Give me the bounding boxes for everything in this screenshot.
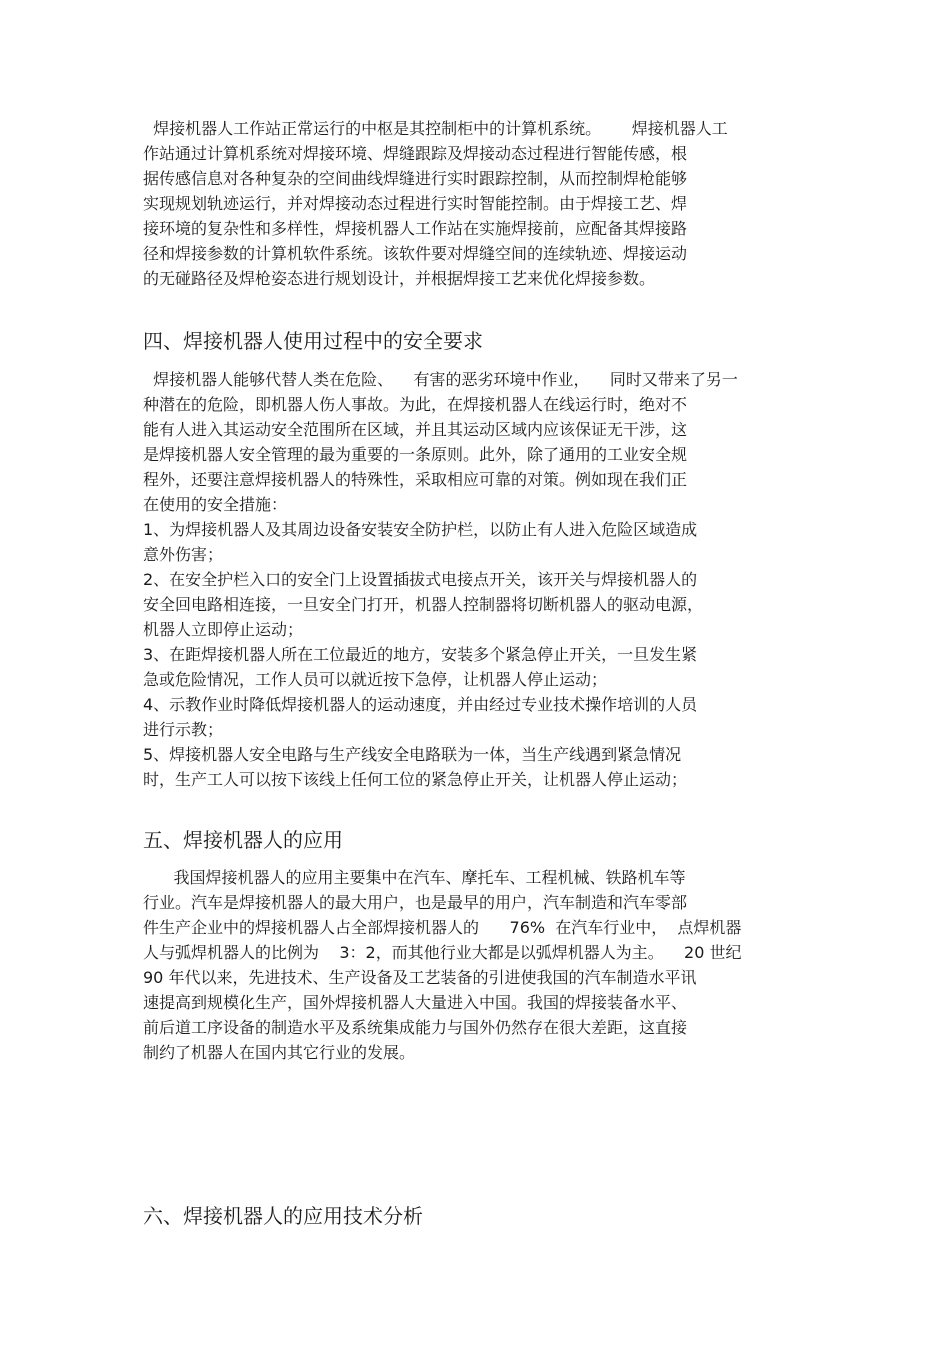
text-line: 前后道工序设备的制造水平及系统集成能力与国外仍然存在很大差距，这直接 xyxy=(143,1018,688,1037)
text-line: 件生产企业中的焊接机器人占全部焊接机器人的 76% 在汽车行业中， 点焊机器 xyxy=(143,918,742,937)
list-item: 时，生产工人可以按下该线上任何工位的紧急停止开关，让机器人停止运动； xyxy=(143,770,688,789)
list-item: 4、示教作业时降低焊接机器人的运动速度，并由经过专业技术操作培训的人员 xyxy=(143,695,698,714)
text-line: 的无碰路径及焊枪姿态进行规划设计，并根据焊接工艺来优化焊接参数。 xyxy=(143,269,656,288)
list-item: 3、在距焊接机器人所在工位最近的地方，安装多个紧急停止开关，一旦发生紧 xyxy=(143,645,698,664)
list-item: 急或危险情况，工作人员可以就近按下急停，让机器人停止运动； xyxy=(143,670,608,689)
section-heading-technology: 六、焊接机器人的应用技术分析 xyxy=(143,1204,423,1228)
text-line: 程外，还要注意焊接机器人的特殊性，采取相应可靠的对策。例如现在我们正 xyxy=(143,470,688,489)
section-heading-application: 五、焊接机器人的应用 xyxy=(143,828,343,852)
list-item: 机器人立即停止运动； xyxy=(143,620,304,639)
text-line: 接环境的复杂性和多样性，焊接机器人工作站在实施焊接前，应配备其焊接路 xyxy=(143,219,688,238)
text-line: 是焊接机器人安全管理的最为重要的一条原则。此外，除了通用的工业安全规 xyxy=(143,445,688,464)
text-line: 实现规划轨迹运行，并对焊接动态过程进行实时智能控制。由于焊接工艺、焊 xyxy=(143,194,688,213)
text-line: 制约了机器人在国内其它行业的发展。 xyxy=(143,1043,416,1062)
text-line: 径和焊接参数的计算机软件系统。该软件要对焊缝空间的连续轨迹、焊接运动 xyxy=(143,244,688,263)
list-item: 1、为焊接机器人及其周边设备安装安全防护栏，以防止有人进入危险区域造成 xyxy=(143,520,698,539)
list-item: 进行示教； xyxy=(143,720,224,739)
text-line: 我国焊接机器人的应用主要集中在汽车、摩托车、工程机械、铁路机车等 xyxy=(143,868,686,887)
text-line: 行业。汽车是焊接机器人的最大用户，也是最早的用户，汽车制造和汽车零部 xyxy=(143,893,688,912)
text-line: 速提高到规模化生产，国外焊接机器人大量进入中国。我国的焊接装备水平、 xyxy=(143,993,688,1012)
text-line: 据传感信息对各种复杂的空间曲线焊缝进行实时跟踪控制，从而控制焊枪能够 xyxy=(143,169,688,188)
text-line: 在使用的安全措施： xyxy=(143,495,288,514)
text-line: 能有人进入其运动安全范围所在区域，并且其运动区域内应该保证无干涉，这 xyxy=(143,420,688,439)
list-item: 5、焊接机器人安全电路与生产线安全电路联为一体，当生产线遇到紧急情况 xyxy=(143,745,682,764)
text-line: 焊接机器人工作站正常运行的中枢是其控制柜中的计算机系统。 焊接机器人工 xyxy=(143,119,728,138)
list-item: 2、在安全护栏入口的安全门上设置插拔式电接点开关，该开关与焊接机器人的 xyxy=(143,570,698,589)
text-line: 种潜在的危险，即机器人伤人事故。为此，在焊接机器人在线运行时，绝对不 xyxy=(143,395,688,414)
list-item: 安全回电路相连接，一旦安全门打开，机器人控制器将切断机器人的驱动电源， xyxy=(143,595,704,614)
text-line: 作站通过计算机系统对焊接环境、焊缝跟踪及焊接动态过程进行智能传感，根 xyxy=(143,144,688,163)
text-line: 90 年代以来，先进技术、生产设备及工艺装备的引进使我国的汽车制造水平讯 xyxy=(143,968,697,987)
section-heading-safety: 四、焊接机器人使用过程中的安全要求 xyxy=(143,329,483,353)
text-line: 焊接机器人能够代替人类在危险、 有害的恶劣环境中作业， 同时又带来了另一 xyxy=(143,370,738,389)
list-item: 意外伤害； xyxy=(143,545,224,564)
text-line: 人与弧焊机器人的比例为 3：2，而其他行业大都是以弧焊机器人为主。 20 世纪 xyxy=(143,943,742,962)
